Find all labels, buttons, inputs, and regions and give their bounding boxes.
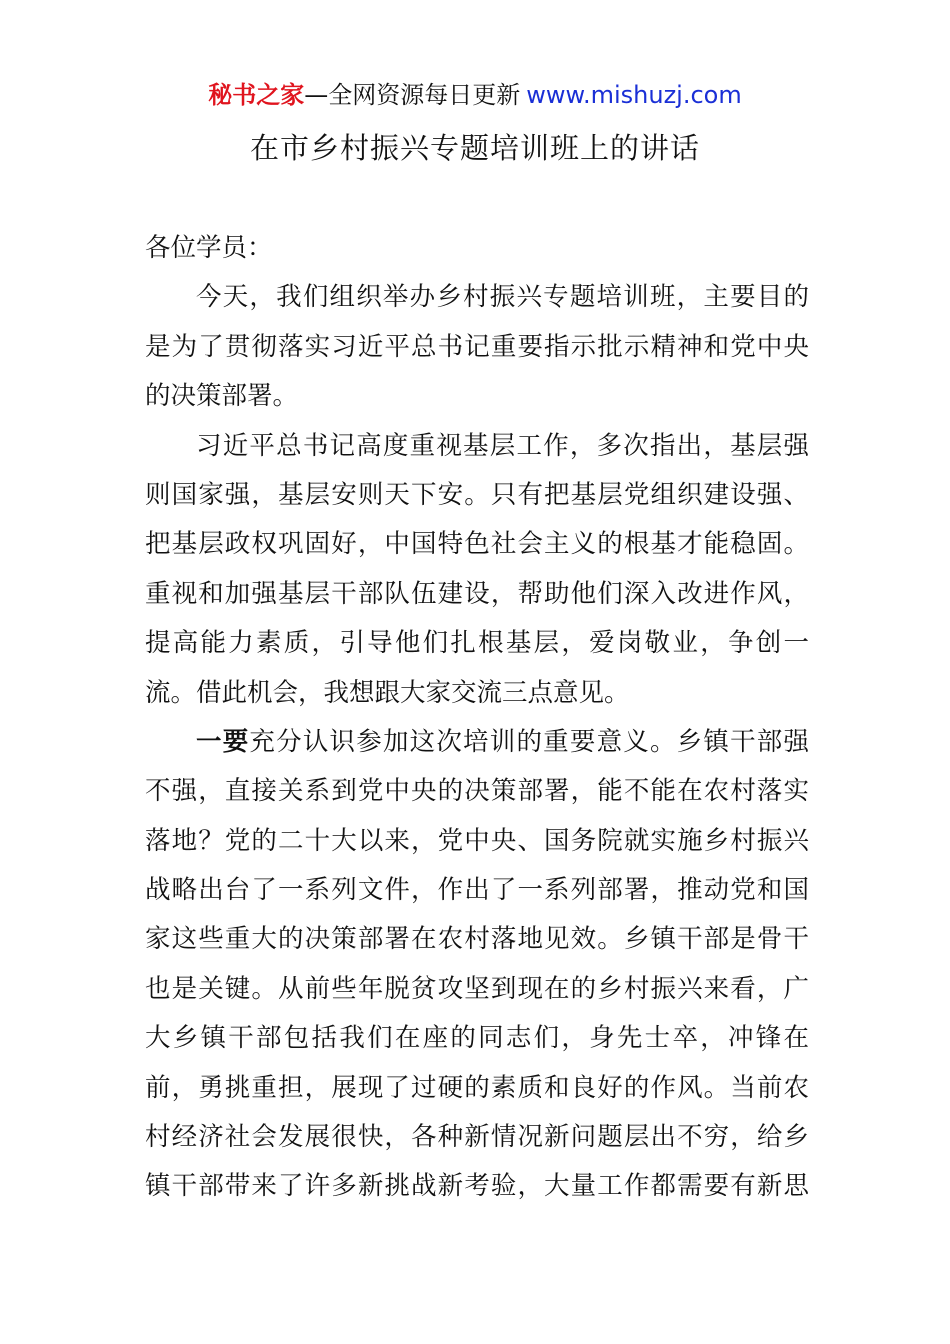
document-title: 在市乡村振兴专题培训班上的讲话: [249, 131, 700, 165]
paragraph-3-first-line-text: 充分认识参加这次培训的重要意义。乡镇干部强: [249, 726, 809, 757]
paragraph-3-first-line: [145, 718, 809, 767]
paragraph-3-line: 家这些重大的决策部署在农村落地见效。乡镇干部是骨干: [145, 924, 809, 955]
point-lead: 一要: [196, 726, 250, 757]
paragraph-3-line: 镇干部带来了许多新挑战新考验，大量工作都需要有新思: [145, 1171, 809, 1202]
paragraph-2-line: 提高能力素质，引导他们扎根基层，爱岗敬业，争创一: [145, 628, 809, 659]
paragraph-1-line: 的决策部署。: [145, 381, 299, 412]
site-url-link[interactable]: www.mishuzj.com: [526, 81, 742, 109]
site-header: [0, 78, 950, 112]
site-brand: 秘书之家: [208, 81, 305, 109]
paragraph-3-line: 村经济社会发展很快，各种新情况新问题层出不穷，给乡: [145, 1122, 809, 1153]
paragraph-2-line: 重视和加强基层干部队伍建设，帮助他们深入改进作风，: [145, 578, 809, 609]
salutation: 各位学员：: [145, 233, 273, 263]
paragraph-3-line: 也是关键。从前些年脱贫攻坚到现在的乡村振兴来看，广: [145, 973, 809, 1004]
paragraph-3-line: 前，勇挑重担，展现了过硬的素质和良好的作风。当前农: [145, 1072, 809, 1103]
paragraph-3-line: 落地？党的二十大以来，党中央、国务院就实施乡村振兴: [145, 825, 809, 856]
paragraph-3-line: 战略出台了一系列文件，作出了一系列部署，推动党和国: [145, 875, 809, 906]
document-body: [145, 224, 809, 1212]
paragraph-2-line: 流。借此机会，我想跟大家交流三点意见。: [145, 677, 630, 708]
header-dash: —: [304, 81, 329, 109]
paragraph-3-line: 大乡镇干部包括我们在座的同志们，身先士卒，冲锋在: [145, 1023, 809, 1054]
site-tagline: 全网资源每日更新: [328, 81, 521, 109]
paragraph-3-line: 不强，直接关系到党中央的决策部署，能不能在农村落实: [145, 776, 809, 807]
paragraph-2-line: 习近平总书记高度重视基层工作，多次指出，基层强: [196, 430, 809, 461]
paragraph-1-line: 今天，我们组织举办乡村振兴专题培训班，主要目的: [196, 282, 809, 313]
paragraph-2-line: 把基层政权巩固好，中国特色社会主义的根基才能稳固。: [145, 529, 809, 560]
paragraph-2-line: 则国家强，基层安则天下安。只有把基层党组织建设强、: [145, 479, 809, 510]
paragraph-1-line: 是为了贯彻落实习近平总书记重要指示批示精神和党中央: [145, 331, 809, 362]
